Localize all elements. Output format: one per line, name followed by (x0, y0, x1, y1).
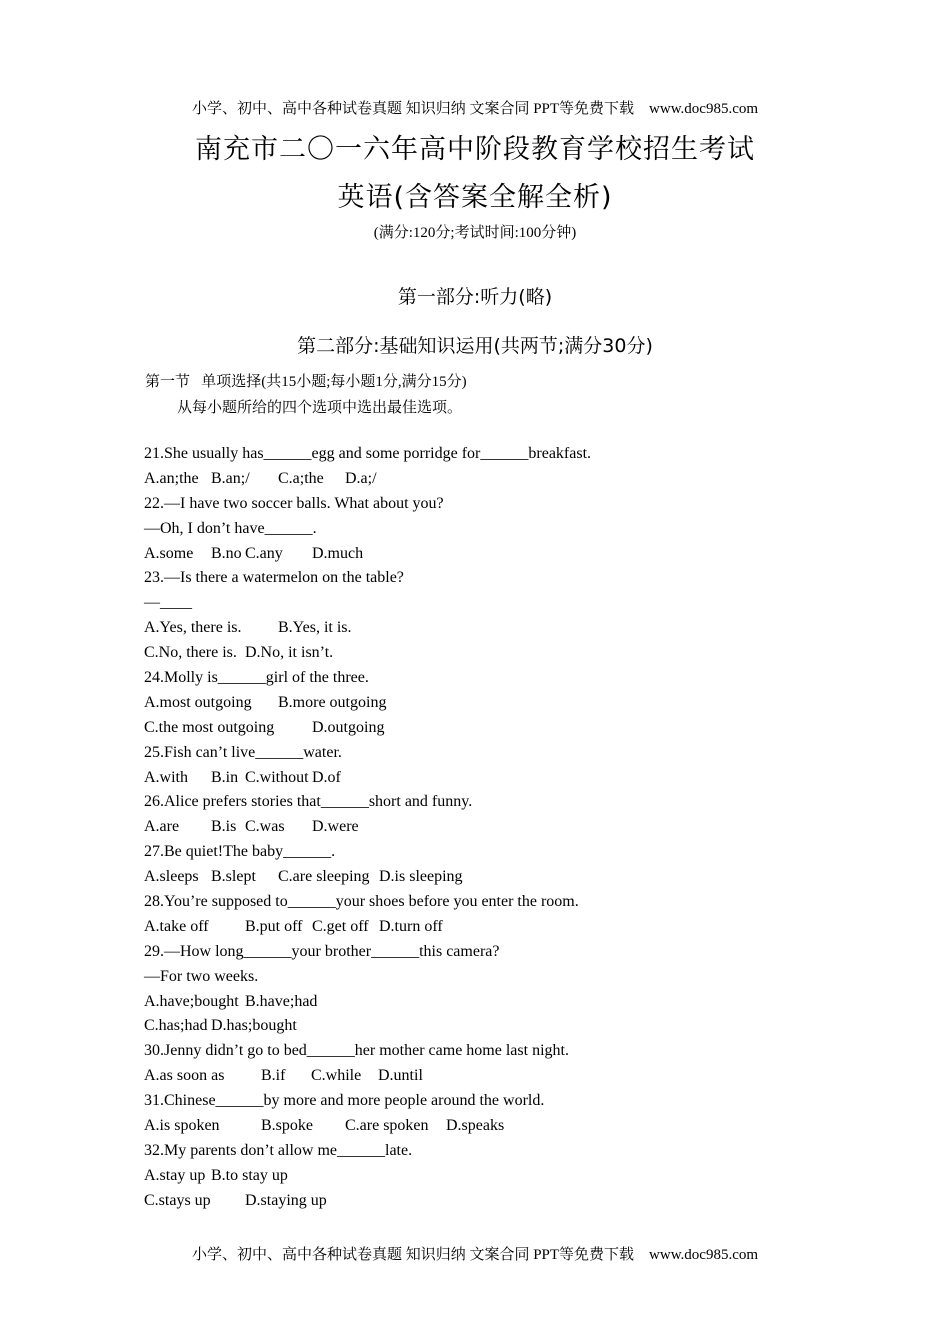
answer-option: D.a;/ (345, 469, 377, 487)
answer-option: D.were (312, 818, 359, 836)
question-text: 28.You’re supposed to______your shoes before you enter the room. (144, 893, 579, 911)
answer-options (144, 641, 844, 666)
answer-option: B.to stay up (211, 1166, 288, 1184)
answer-option: D.until (378, 1067, 423, 1085)
exam-subject-title: 英语(含答案全解全析) (337, 182, 613, 213)
answer-options (144, 865, 844, 890)
answer-option: A.as soon as (144, 1067, 225, 1085)
answer-option: D.is sleeping (379, 868, 463, 886)
question-text: —For two weeks. (144, 967, 259, 985)
answer-options (144, 1114, 844, 1139)
answer-option: B.have;had (245, 992, 318, 1010)
answer-options (144, 990, 844, 1015)
question-text: 31.Chinese______by more and more people around the world. (144, 1092, 545, 1110)
answer-options (144, 616, 844, 641)
answer-option: B.more outgoing (278, 693, 387, 711)
answer-options (144, 467, 844, 492)
answer-options (144, 542, 844, 567)
answer-option: D.of (312, 768, 341, 786)
part-one-heading: 第一部分:听力(略) (397, 286, 553, 308)
question-text: 25.Fish can’t live______water. (144, 743, 342, 761)
answer-option: D.turn off (379, 917, 443, 935)
answer-option: B.spoke (261, 1117, 313, 1135)
answer-option: C.are sleeping (278, 868, 370, 886)
answer-option: B.put off (245, 917, 303, 935)
answer-option: C.are spoken (345, 1117, 429, 1135)
answer-option: A.sleeps (144, 868, 199, 886)
answer-option: C.stays up (144, 1191, 211, 1209)
answer-option: C.while (311, 1067, 362, 1085)
answer-option: B.is (211, 818, 237, 836)
answer-option: B.in (211, 768, 239, 786)
answer-option: A.some (144, 544, 194, 562)
exam-title: 南充市二〇一六年高中阶段教育学校招生考试 (195, 134, 755, 165)
part-two-heading: 第二部分:基础知识运用(共两节;满分30分) (297, 335, 653, 357)
answer-option: C.the most outgoing (144, 718, 275, 736)
answer-option: C.No, there is. (144, 644, 237, 662)
answer-options (144, 915, 844, 940)
answer-option: A.with (144, 768, 188, 786)
answer-options (144, 1189, 844, 1214)
answer-options (144, 716, 844, 741)
question-text: —Oh, I don’t have______. (144, 519, 317, 537)
answer-option: D.staying up (245, 1191, 327, 1209)
answer-options (144, 766, 844, 791)
answer-option: A.stay up (144, 1166, 206, 1184)
answer-options (144, 815, 844, 840)
answer-option: C.has;had (144, 1017, 208, 1035)
answer-option: C.was (245, 818, 285, 836)
question-text: 21.She usually has______egg and some porridge for______breakfast. (144, 445, 592, 462)
section-one-heading: 第一节 单项选择(共15小题;每小题1分,满分15分) (145, 374, 467, 390)
question-text: 27.Be quiet!The baby______. (144, 843, 336, 861)
question-text: 26.Alice prefers stories that______short and funny. (144, 793, 473, 811)
answer-option: A.is spoken (144, 1117, 220, 1135)
answer-option: D.speaks (446, 1117, 505, 1135)
answer-option: A.are (144, 818, 180, 836)
answer-options (144, 1064, 844, 1089)
question-text: 32.My parents don’t allow me______late. (144, 1141, 413, 1159)
answer-option: D.has;bought (211, 1017, 297, 1035)
answer-option: C.without (245, 768, 309, 786)
answer-option: A.have;bought (144, 992, 239, 1010)
answer-option: D.No, it isn’t. (245, 644, 334, 662)
answer-option: C.get off (312, 917, 369, 935)
answer-option: B.Yes, it is. (278, 619, 352, 637)
answer-option: A.take off (144, 917, 209, 935)
answer-option: B.an;/ (211, 469, 250, 487)
answer-option: A.Yes, there is. (144, 619, 242, 637)
answer-option: D.much (312, 544, 364, 562)
exam-score-time: (满分:120分;考试时间:100分钟) (373, 225, 577, 241)
answer-options (144, 691, 844, 716)
answer-option: B.slept (211, 868, 256, 886)
question-text: 23.—Is there a watermelon on the table? (144, 569, 404, 587)
answer-option: C.any (245, 544, 283, 562)
answer-option: D.outgoing (312, 718, 385, 736)
section-instruction: 从每小题所给的四个选项中选出最佳选项。 (177, 400, 463, 416)
answer-option: A.an;the (144, 469, 199, 487)
answer-options (144, 1014, 844, 1039)
answer-option: A.most outgoing (144, 693, 252, 711)
answer-option: B.if (261, 1067, 286, 1085)
question-text: —____ (144, 594, 192, 612)
question-list (144, 442, 844, 1214)
question-text: 29.—How long______your brother______this camera? (144, 942, 500, 960)
question-text: 30.Jenny didn’t go to bed______her mother came home last night. (144, 1042, 569, 1060)
question-text: 22.—I have two soccer balls. What about you? (144, 494, 444, 512)
page-footer: 小学、初中、高中各种试卷真题 知识归纳 文案合同 PPT等免费下载 www.doc985.com (191, 1247, 759, 1263)
page-header: 小学、初中、高中各种试卷真题 知识归纳 文案合同 PPT等免费下载 www.doc985.com (191, 101, 759, 117)
answer-options (144, 1164, 844, 1189)
answer-option: C.a;the (278, 469, 324, 487)
question-text: 24.Molly is______girl of the three. (144, 669, 369, 687)
answer-option: B.no (211, 544, 242, 562)
